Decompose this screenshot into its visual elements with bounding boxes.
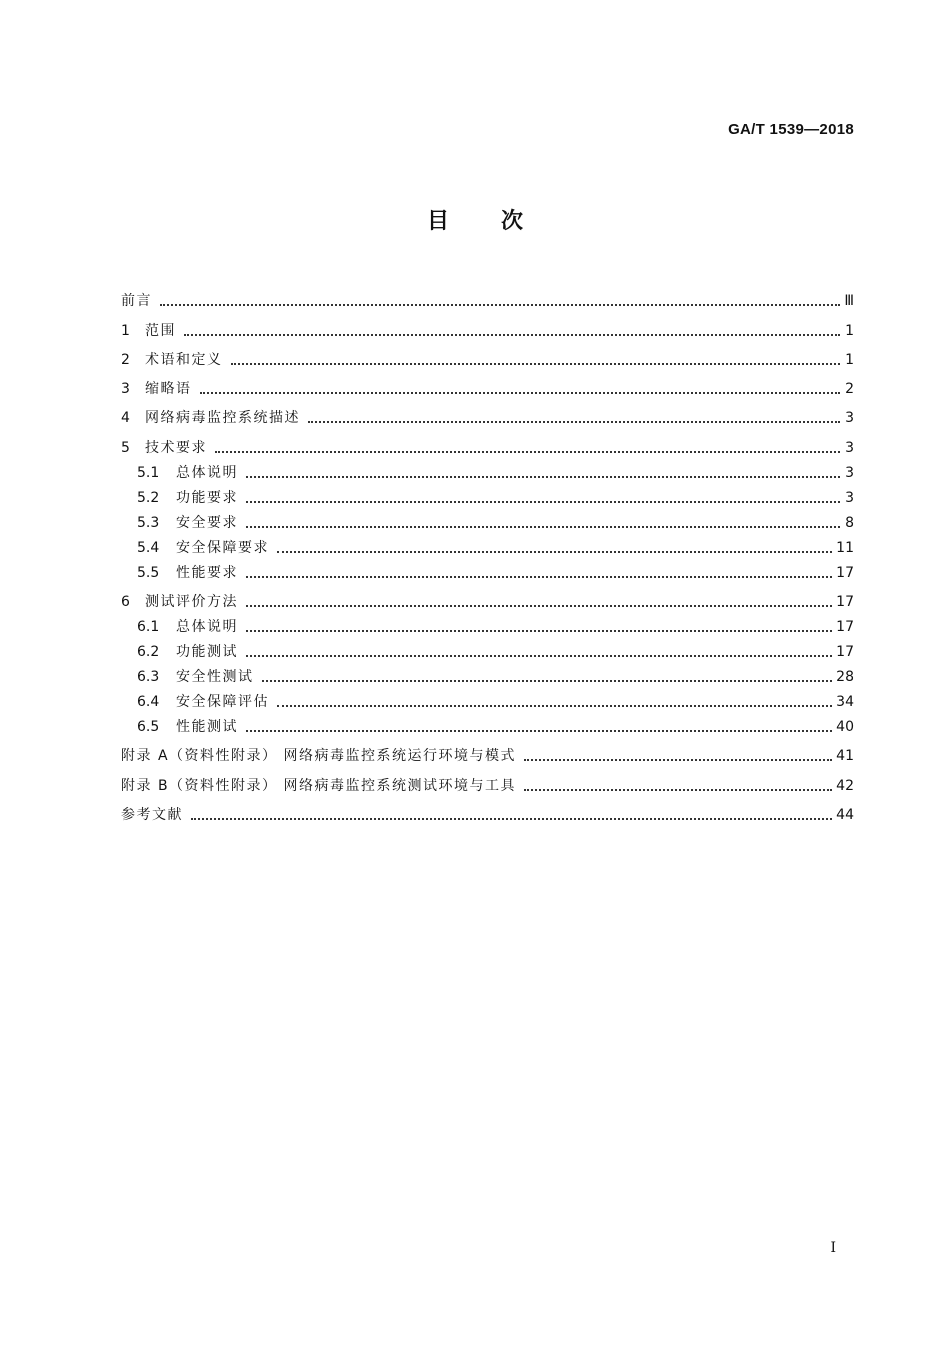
toc-entry-6-5[interactable] bbox=[121, 711, 854, 736]
toc-page: 17 bbox=[836, 619, 854, 636]
toc-page: 17 bbox=[836, 564, 854, 581]
toc-label: 范围 bbox=[145, 322, 176, 339]
toc-number: 5.1 bbox=[137, 464, 160, 481]
toc-label: 性能要求 bbox=[176, 564, 238, 581]
toc-page: 17 bbox=[836, 644, 854, 661]
toc-leader bbox=[200, 392, 841, 394]
toc-number: 4 bbox=[121, 410, 130, 427]
toc-page: 44 bbox=[836, 806, 854, 823]
toc-page: 3 bbox=[845, 439, 854, 456]
toc-leader bbox=[277, 551, 832, 553]
toc-label: 安全性测试 bbox=[176, 669, 254, 686]
toc-label: 安全保障评估 bbox=[176, 694, 269, 711]
toc-entry-1[interactable] bbox=[121, 310, 854, 339]
toc-leader bbox=[246, 630, 832, 632]
toc-entry-6-3[interactable] bbox=[121, 661, 854, 686]
toc-number: 5 bbox=[121, 439, 130, 456]
toc-number: 6.5 bbox=[137, 719, 160, 736]
toc-entry-appendix-a[interactable] bbox=[121, 736, 854, 765]
toc-number: 6 bbox=[121, 594, 130, 611]
toc-label: 前言 bbox=[121, 293, 152, 310]
toc-page: 3 bbox=[845, 410, 854, 427]
toc-leader bbox=[246, 730, 832, 732]
toc-page: 11 bbox=[836, 539, 854, 556]
toc-label: 技术要求 bbox=[145, 439, 207, 456]
toc-leader bbox=[524, 759, 832, 761]
toc-leader bbox=[246, 526, 840, 528]
toc-label: 总体说明 bbox=[176, 464, 238, 481]
toc-page: 1 bbox=[845, 322, 854, 339]
toc-leader bbox=[246, 576, 832, 578]
toc-leader bbox=[160, 304, 840, 306]
toc-label: 安全保障要求 bbox=[176, 539, 269, 556]
toc-label: 附录 A（资料性附录） 网络病毒监控系统运行环境与模式 bbox=[121, 748, 516, 765]
toc-number: 1 bbox=[121, 322, 130, 339]
toc-label: 功能测试 bbox=[176, 644, 238, 661]
table-of-contents bbox=[121, 281, 854, 824]
toc-entry-6-4[interactable] bbox=[121, 686, 854, 711]
toc-label: 安全要求 bbox=[176, 514, 238, 531]
toc-leader bbox=[308, 421, 840, 423]
toc-leader bbox=[246, 476, 840, 478]
toc-entry-6-2[interactable] bbox=[121, 636, 854, 661]
toc-page: 1 bbox=[845, 351, 854, 368]
toc-page: 17 bbox=[836, 594, 854, 611]
standard-code: GA/T 1539—2018 bbox=[728, 121, 854, 138]
toc-label: 网络病毒监控系统描述 bbox=[145, 410, 300, 427]
toc-leader bbox=[191, 818, 832, 820]
toc-label: 附录 B（资料性附录） 网络病毒监控系统测试环境与工具 bbox=[121, 777, 517, 794]
toc-entry-references[interactable] bbox=[121, 795, 854, 824]
toc-page: 2 bbox=[845, 381, 854, 398]
toc-label: 缩略语 bbox=[145, 381, 192, 398]
toc-page: 28 bbox=[836, 669, 854, 686]
toc-leader bbox=[246, 605, 832, 607]
toc-number: 6.1 bbox=[137, 619, 160, 636]
toc-page: 41 bbox=[836, 748, 854, 765]
toc-label: 性能测试 bbox=[176, 719, 238, 736]
toc-leader bbox=[246, 501, 840, 503]
toc-page: Ⅲ bbox=[844, 293, 854, 310]
toc-entry-appendix-b[interactable] bbox=[121, 765, 854, 794]
toc-leader bbox=[215, 451, 840, 453]
toc-entry-5-2[interactable] bbox=[121, 482, 854, 507]
toc-leader bbox=[184, 334, 840, 336]
toc-leader bbox=[524, 789, 832, 791]
toc-label: 总体说明 bbox=[176, 619, 238, 636]
toc-page: 8 bbox=[845, 514, 854, 531]
toc-label: 术语和定义 bbox=[145, 351, 223, 368]
toc-page: 34 bbox=[836, 694, 854, 711]
toc-entry-6[interactable] bbox=[121, 582, 854, 611]
toc-entry-5-5[interactable] bbox=[121, 557, 854, 582]
toc-page: 40 bbox=[836, 719, 854, 736]
toc-label: 测试评价方法 bbox=[145, 594, 238, 611]
toc-entry-2[interactable] bbox=[121, 340, 854, 369]
toc-entry-5-3[interactable] bbox=[121, 507, 854, 532]
toc-leader bbox=[277, 705, 832, 707]
toc-leader bbox=[262, 680, 833, 682]
toc-page: 3 bbox=[845, 464, 854, 481]
toc-number: 6.2 bbox=[137, 644, 160, 661]
toc-entry-5[interactable] bbox=[121, 427, 854, 456]
toc-entry-3[interactable] bbox=[121, 369, 854, 398]
toc-leader bbox=[231, 363, 841, 365]
toc-entry-5-4[interactable] bbox=[121, 532, 854, 557]
toc-entry-4[interactable] bbox=[121, 398, 854, 427]
page-folio: I bbox=[830, 1240, 836, 1256]
toc-number: 3 bbox=[121, 381, 130, 398]
toc-entry-5-1[interactable] bbox=[121, 457, 854, 482]
toc-entry-6-1[interactable] bbox=[121, 611, 854, 636]
toc-number: 5.4 bbox=[137, 539, 160, 556]
toc-entry-foreword[interactable] bbox=[121, 281, 854, 310]
toc-number: 2 bbox=[121, 351, 130, 368]
toc-label: 参考文献 bbox=[121, 806, 183, 823]
toc-number: 6.3 bbox=[137, 669, 160, 686]
toc-leader bbox=[246, 655, 832, 657]
toc-number: 5.2 bbox=[137, 489, 160, 506]
toc-page: 3 bbox=[845, 489, 854, 506]
toc-number: 6.4 bbox=[137, 694, 160, 711]
toc-page: 42 bbox=[836, 777, 854, 794]
toc-number: 5.5 bbox=[137, 564, 160, 581]
toc-number: 5.3 bbox=[137, 514, 160, 531]
toc-label: 功能要求 bbox=[176, 489, 238, 506]
page-title: 目次 bbox=[426, 209, 575, 234]
